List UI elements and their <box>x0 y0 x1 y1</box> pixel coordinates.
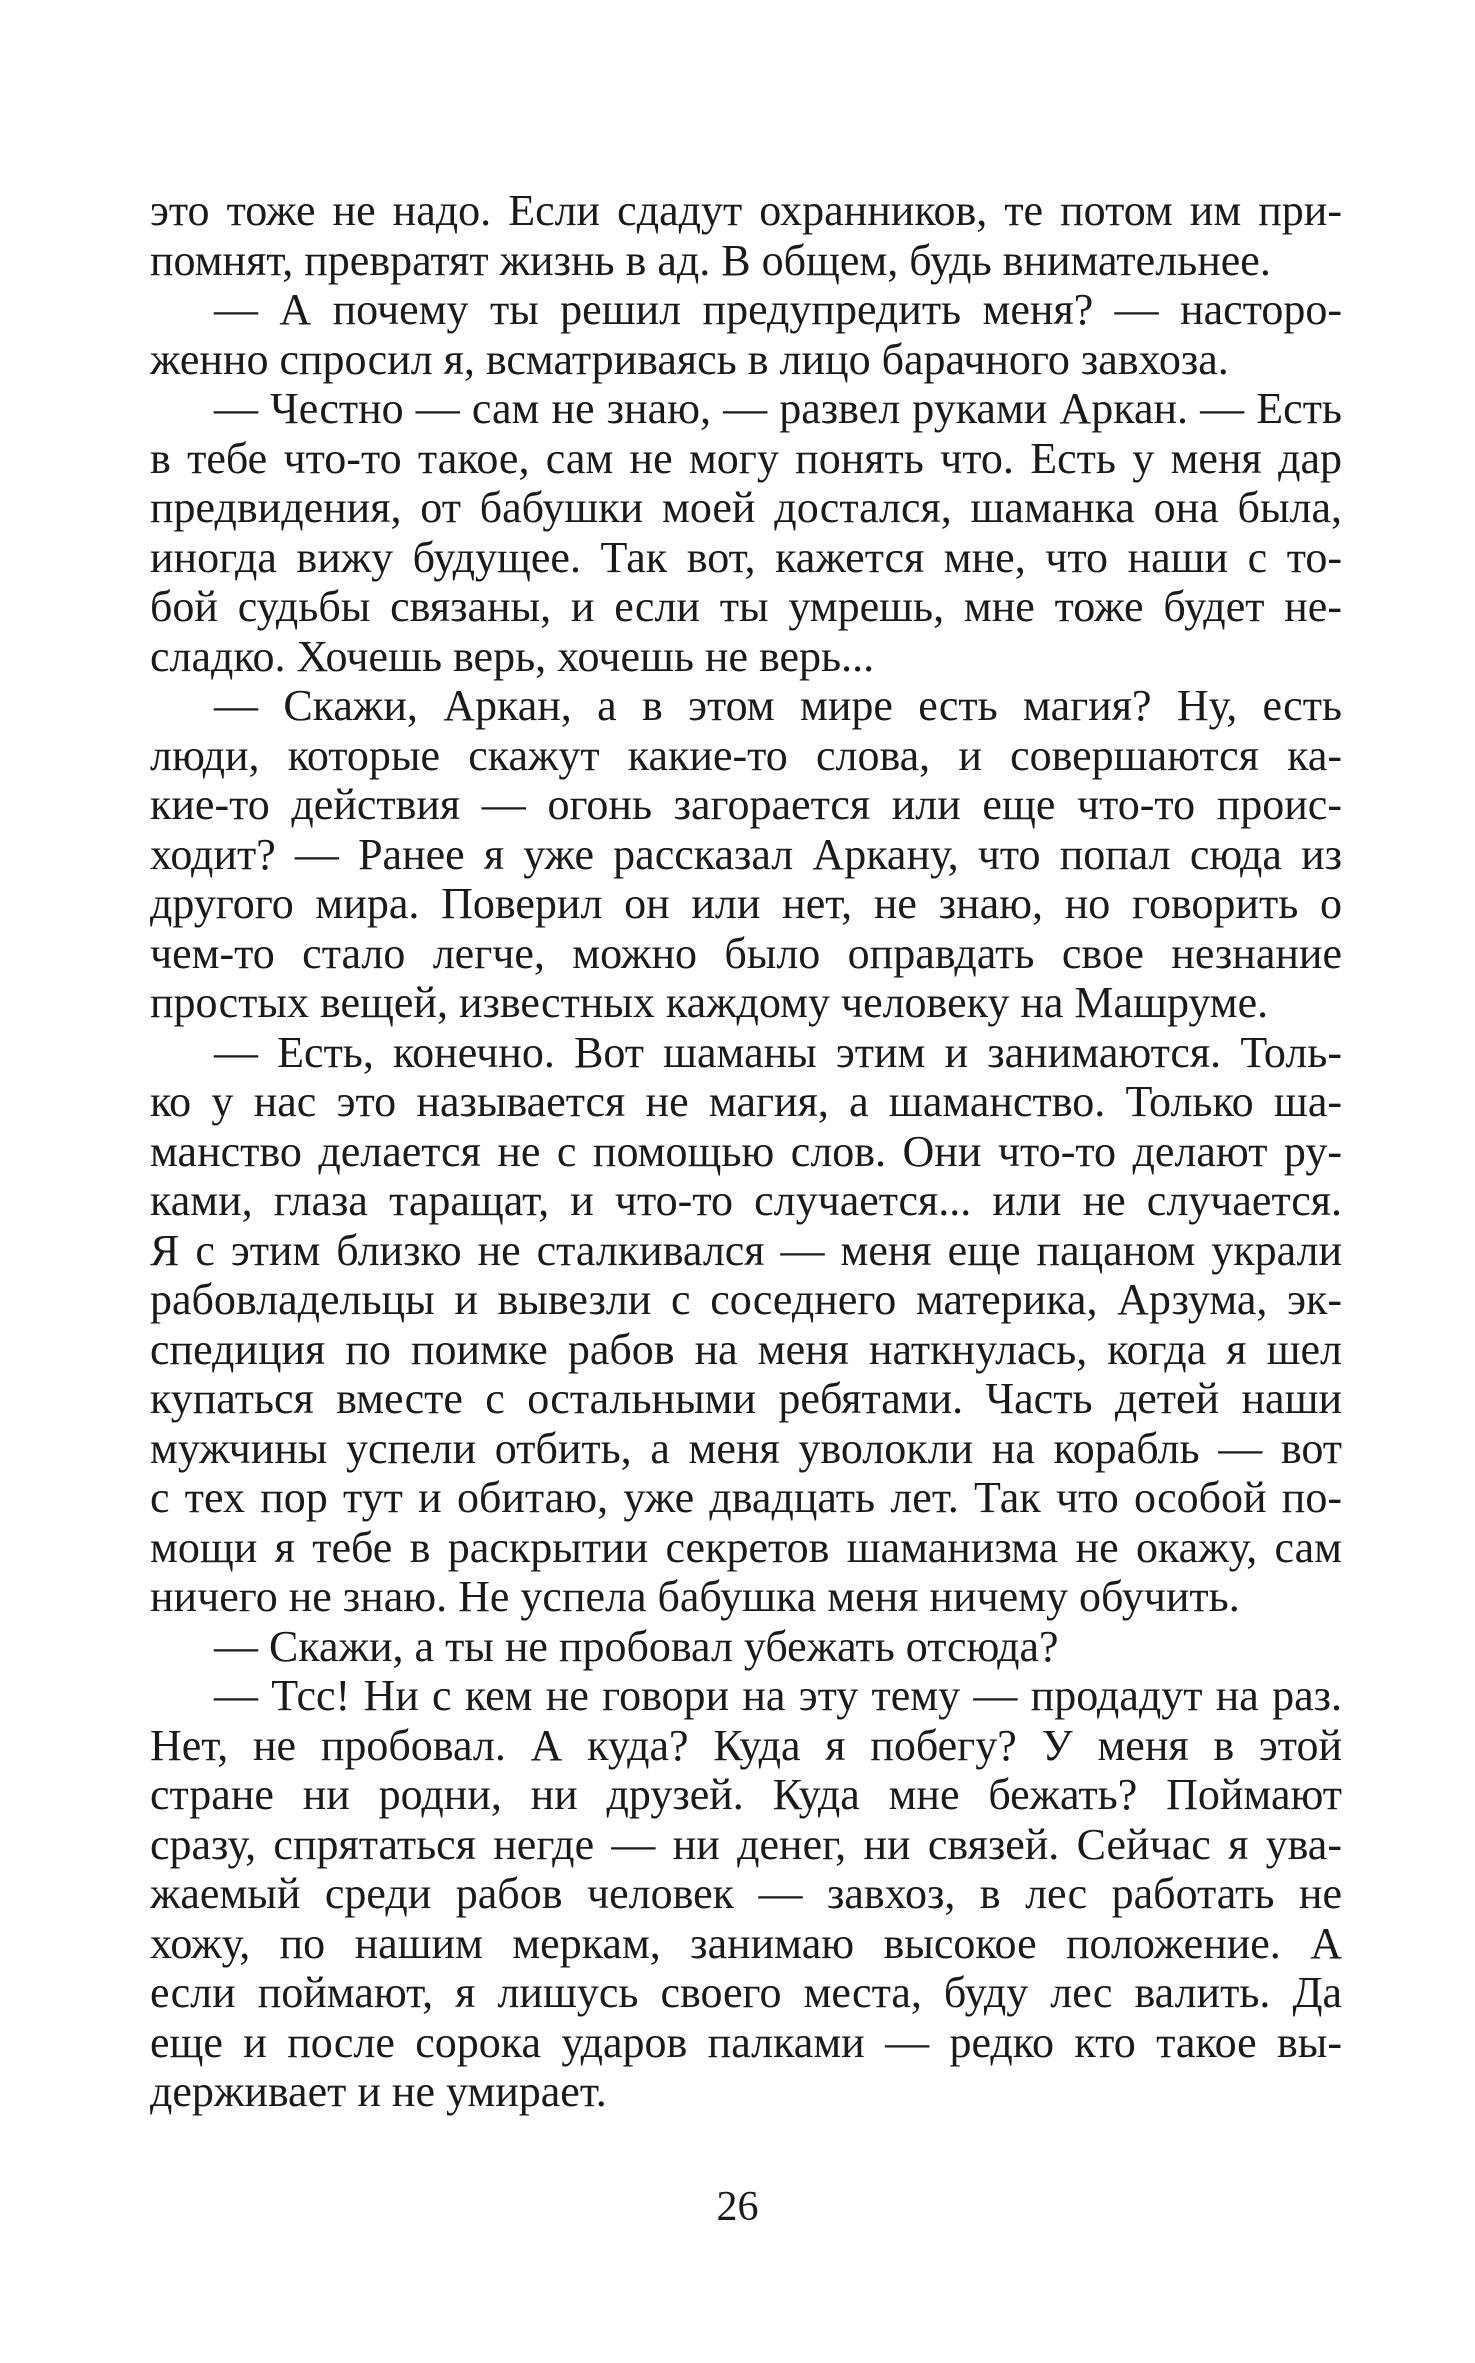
text-line: с тех пор тут и обитаю, уже двадцать лет. Так что особой по- <box>150 1473 1342 1522</box>
text-line: — Тсс! Ни с кем не говори на эту тему — продадут на раз. <box>214 1671 1342 1720</box>
text-line: купаться вместе с остальными ребятами. Часть детей наши <box>150 1374 1342 1423</box>
text-line: женно спросил я, всматриваясь в лицо барачного завхоза. <box>150 334 1229 384</box>
text-line: Я с этим близко не сталкивался — меня еще пацаном украли <box>150 1225 1342 1275</box>
text-line: — Скажи, Аркан, а в этом мире есть магия? Ну, есть <box>214 681 1342 730</box>
text-line: иногда вижу будущее. Так вот, кажется мне, что наши с то- <box>150 532 1342 582</box>
text-line: рабовладельцы и вывезли с соседнего материка, Арзума, эк- <box>150 1275 1342 1324</box>
text-line: мощи я тебе в раскрытии секретов шаманизма не окажу, сам <box>150 1522 1342 1572</box>
text-line: Нет, не пробовал. А куда? Куда я побегу? У меня в этой <box>150 1720 1342 1770</box>
text-line: сладко. Хочешь верь, хочешь не верь... <box>150 631 875 681</box>
text-line: помнят, превратят жизнь в ад. В общем, будь внимательнее. <box>150 235 1271 285</box>
text-line: если поймают, я лишусь своего места, буду лес валить. Да <box>150 1968 1342 2017</box>
page-body <box>150 186 1342 2117</box>
text-line: люди, которые скажут какие-то слова, и совершаются ка- <box>150 730 1342 780</box>
text-line: спедиция по поимке рабов на меня наткнулась, когда я шел <box>150 1324 1342 1374</box>
text-line: в тебе что-то такое, сам не могу понять что. Есть у меня дар <box>150 433 1342 483</box>
text-line: ходит? — Ранее я уже рассказал Аркану, что попал сюда из <box>150 829 1342 879</box>
text-line: хожу, по нашим меркам, занимаю высокое положение. А <box>150 1918 1342 1968</box>
text-line: сразу, спрятаться негде — ни денег, ни связей. Сейчас я ува- <box>150 1819 1342 1869</box>
text-line: чем-то стало легче, можно было оправдать свое незнание <box>150 928 1342 978</box>
text-line: простых вещей, известных каждому человеку на Машруме. <box>150 978 1269 1027</box>
text-line: кие-то действия — огонь загорается или еще что-то проис- <box>150 780 1342 829</box>
text-line: — Скажи, а ты не пробовал убежать отсюда? <box>214 1621 1059 1671</box>
page-number: 26 <box>716 2184 759 2230</box>
text-line: ничего не знаю. Не успела бабушка меня ничему обучить. <box>150 1572 1240 1621</box>
text-line: — Честно — сам не знаю, — развел руками Аркан. — Есть <box>214 384 1342 433</box>
text-line: — Есть, конечно. Вот шаманы этим и занимаются. Толь- <box>214 1027 1342 1077</box>
text-line: ко у нас это называется не магия, а шаманство. Только ша- <box>150 1077 1342 1126</box>
text-line: бой судьбы связаны, и если ты умрешь, мне тоже будет не- <box>150 582 1342 631</box>
text-line: жаемый среди рабов человек — завхоз, в лес работать не <box>150 1869 1342 1918</box>
text-line: стране ни родни, ни друзей. Куда мне бежать? Поймают <box>150 1770 1342 1819</box>
text-line: манство делается не с помощью слов. Они что-то делают ру- <box>150 1126 1342 1176</box>
text-line: держивает и не умирает. <box>150 2067 607 2116</box>
text-line: предвидения, от бабушки моей достался, шаманка она была, <box>150 483 1342 532</box>
text-line: это тоже не надо. Если сдадут охранников, те потом им при- <box>150 186 1342 235</box>
text-line: другого мира. Поверил он или нет, не знаю, но говорить о <box>150 879 1342 928</box>
text-line: еще и после сорока ударов палками — редко кто такое вы- <box>150 2017 1342 2067</box>
text-line: мужчины успели отбить, а меня уволокли на корабль — вот <box>150 1423 1342 1473</box>
text-line: ками, глаза таращат, и что-то случается... или не случается. <box>150 1176 1342 1225</box>
text-line: — А почему ты решил предупредить меня? — насторо- <box>214 285 1342 334</box>
